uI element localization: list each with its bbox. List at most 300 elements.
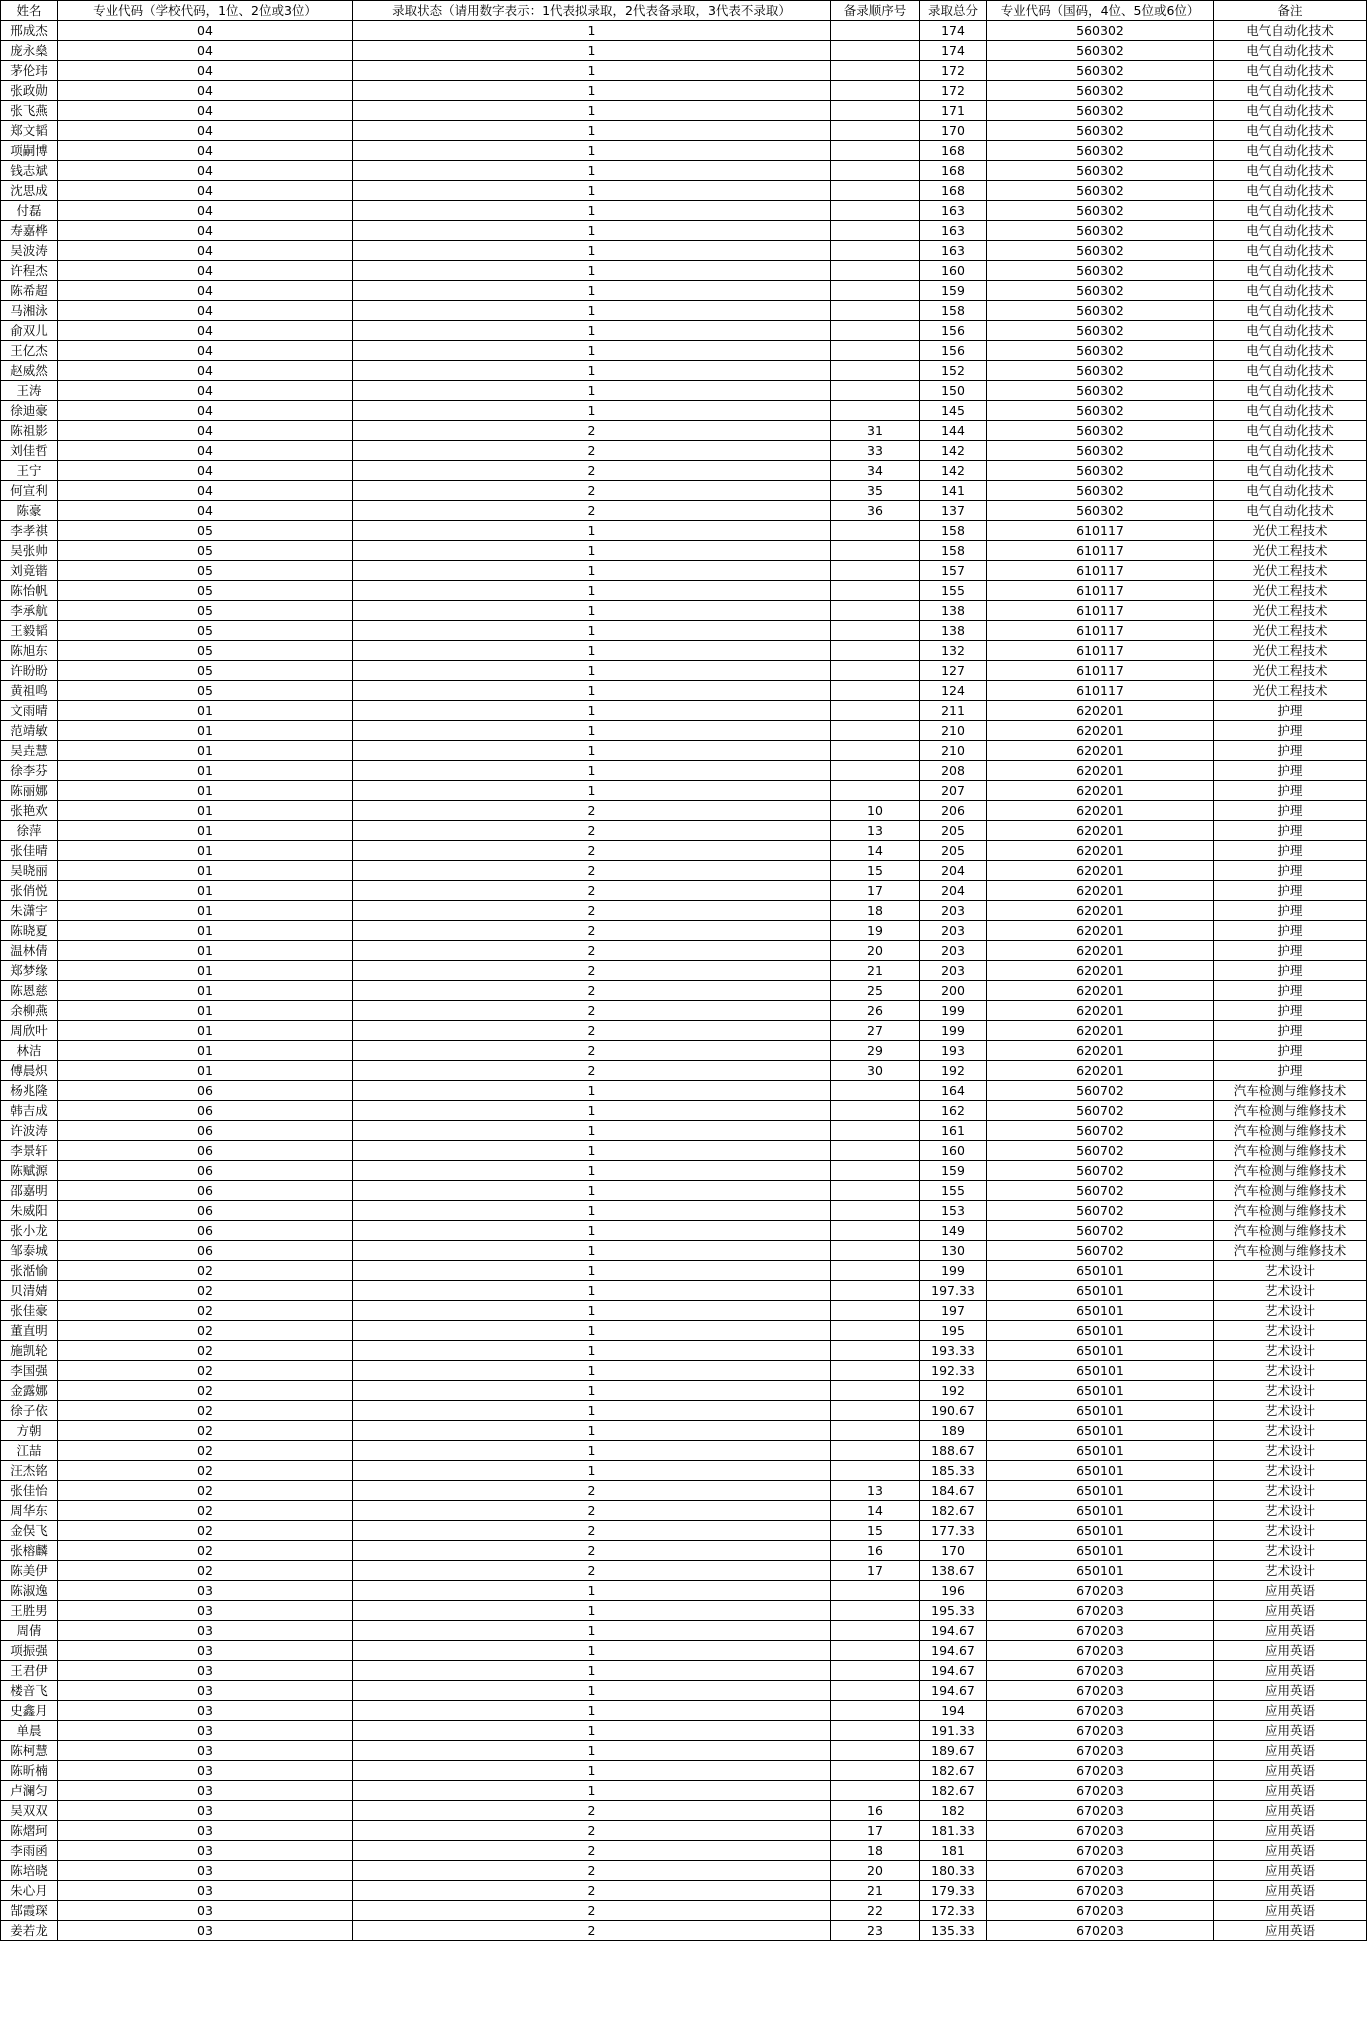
cell-school-major-code[interactable]: 02 [58,1501,353,1521]
cell-national-major-code[interactable]: 650101 [987,1561,1214,1581]
cell-admission-status[interactable]: 1 [353,1381,831,1401]
cell-total-score[interactable]: 203 [920,941,987,961]
cell-school-major-code[interactable]: 01 [58,1041,353,1061]
cell-school-major-code[interactable]: 01 [58,901,353,921]
cell-total-score[interactable]: 205 [920,841,987,861]
cell-backup-order[interactable] [831,1461,920,1481]
cell-name[interactable]: 吴垚慧 [1,741,58,761]
cell-total-score[interactable]: 158 [920,541,987,561]
cell-admission-status[interactable]: 1 [353,61,831,81]
cell-total-score[interactable]: 197 [920,1301,987,1321]
cell-total-score[interactable]: 149 [920,1221,987,1241]
cell-total-score[interactable]: 177.33 [920,1521,987,1541]
cell-total-score[interactable]: 181 [920,1841,987,1861]
cell-name[interactable]: 姜若龙 [1,1921,58,1941]
cell-national-major-code[interactable]: 670203 [987,1681,1214,1701]
cell-note[interactable]: 护理 [1214,1061,1367,1081]
cell-total-score[interactable]: 168 [920,181,987,201]
cell-admission-status[interactable]: 1 [353,161,831,181]
cell-backup-order[interactable]: 15 [831,1521,920,1541]
cell-school-major-code[interactable]: 05 [58,601,353,621]
cell-total-score[interactable]: 130 [920,1241,987,1261]
cell-name[interactable]: 朱威阳 [1,1201,58,1221]
cell-backup-order[interactable] [831,221,920,241]
cell-note[interactable]: 电气自动化技术 [1214,21,1367,41]
cell-note[interactable]: 艺术设计 [1214,1561,1367,1581]
cell-school-major-code[interactable]: 06 [58,1161,353,1181]
cell-national-major-code[interactable]: 650101 [987,1261,1214,1281]
cell-admission-status[interactable]: 1 [353,701,831,721]
cell-total-score[interactable]: 159 [920,1161,987,1181]
cell-national-major-code[interactable]: 670203 [987,1641,1214,1661]
cell-note[interactable]: 应用英语 [1214,1801,1367,1821]
cell-national-major-code[interactable]: 670203 [987,1741,1214,1761]
cell-name[interactable]: 陈昕楠 [1,1761,58,1781]
cell-note[interactable]: 光伏工程技术 [1214,621,1367,641]
cell-national-major-code[interactable]: 610117 [987,541,1214,561]
cell-name[interactable]: 李承航 [1,601,58,621]
cell-name[interactable]: 张俏悦 [1,881,58,901]
cell-backup-order[interactable] [831,1641,920,1661]
cell-backup-order[interactable]: 14 [831,841,920,861]
cell-admission-status[interactable]: 1 [353,1761,831,1781]
cell-national-major-code[interactable]: 650101 [987,1501,1214,1521]
cell-national-major-code[interactable]: 560302 [987,501,1214,521]
header-national-major-code[interactable]: 专业代码（国码，4位、5位或6位） [987,1,1214,21]
cell-total-score[interactable]: 162 [920,1101,987,1121]
cell-note[interactable]: 电气自动化技术 [1214,341,1367,361]
cell-national-major-code[interactable]: 620201 [987,921,1214,941]
cell-backup-order[interactable]: 27 [831,1021,920,1041]
cell-admission-status[interactable]: 1 [353,1301,831,1321]
cell-backup-order[interactable] [831,581,920,601]
cell-note[interactable]: 护理 [1214,721,1367,741]
cell-school-major-code[interactable]: 02 [58,1361,353,1381]
cell-note[interactable]: 应用英语 [1214,1741,1367,1761]
cell-admission-status[interactable]: 1 [353,641,831,661]
cell-national-major-code[interactable]: 650101 [987,1441,1214,1461]
cell-name[interactable]: 张飞燕 [1,101,58,121]
cell-admission-status[interactable]: 1 [353,1221,831,1241]
cell-school-major-code[interactable]: 03 [58,1681,353,1701]
cell-school-major-code[interactable]: 03 [58,1781,353,1801]
cell-note[interactable]: 护理 [1214,741,1367,761]
cell-total-score[interactable]: 181.33 [920,1821,987,1841]
cell-backup-order[interactable] [831,21,920,41]
cell-backup-order[interactable] [831,101,920,121]
cell-backup-order[interactable] [831,1101,920,1121]
cell-backup-order[interactable]: 35 [831,481,920,501]
cell-note[interactable]: 应用英语 [1214,1721,1367,1741]
cell-note[interactable]: 艺术设计 [1214,1401,1367,1421]
cell-note[interactable]: 艺术设计 [1214,1301,1367,1321]
cell-backup-order[interactable] [831,41,920,61]
cell-backup-order[interactable]: 13 [831,1481,920,1501]
cell-admission-status[interactable]: 2 [353,1561,831,1581]
cell-school-major-code[interactable]: 06 [58,1201,353,1221]
cell-total-score[interactable]: 141 [920,481,987,501]
cell-backup-order[interactable] [831,1201,920,1221]
cell-name[interactable]: 温林倩 [1,941,58,961]
cell-backup-order[interactable] [831,1761,920,1781]
cell-school-major-code[interactable]: 01 [58,861,353,881]
cell-school-major-code[interactable]: 05 [58,641,353,661]
cell-name[interactable]: 楼音飞 [1,1681,58,1701]
cell-note[interactable]: 护理 [1214,961,1367,981]
cell-national-major-code[interactable]: 560702 [987,1081,1214,1101]
cell-backup-order[interactable] [831,1081,920,1101]
cell-school-major-code[interactable]: 05 [58,561,353,581]
cell-total-score[interactable]: 160 [920,1141,987,1161]
cell-name[interactable]: 周倩 [1,1621,58,1641]
cell-backup-order[interactable]: 10 [831,801,920,821]
cell-total-score[interactable]: 138 [920,601,987,621]
cell-national-major-code[interactable]: 670203 [987,1841,1214,1861]
cell-school-major-code[interactable]: 06 [58,1221,353,1241]
cell-admission-status[interactable]: 1 [353,1721,831,1741]
cell-backup-order[interactable] [831,761,920,781]
cell-note[interactable]: 艺术设计 [1214,1261,1367,1281]
cell-national-major-code[interactable]: 620201 [987,821,1214,841]
cell-admission-status[interactable]: 1 [353,181,831,201]
cell-backup-order[interactable] [831,1141,920,1161]
cell-note[interactable]: 艺术设计 [1214,1501,1367,1521]
cell-school-major-code[interactable]: 04 [58,141,353,161]
cell-school-major-code[interactable]: 05 [58,541,353,561]
cell-school-major-code[interactable]: 04 [58,281,353,301]
cell-admission-status[interactable]: 1 [353,721,831,741]
cell-admission-status[interactable]: 1 [353,1461,831,1481]
cell-national-major-code[interactable]: 620201 [987,941,1214,961]
cell-note[interactable]: 应用英语 [1214,1881,1367,1901]
cell-note[interactable]: 应用英语 [1214,1601,1367,1621]
cell-name[interactable]: 陈柯慧 [1,1741,58,1761]
cell-note[interactable]: 光伏工程技术 [1214,681,1367,701]
cell-backup-order[interactable]: 14 [831,1501,920,1521]
cell-backup-order[interactable] [831,1721,920,1741]
cell-backup-order[interactable] [831,1361,920,1381]
cell-school-major-code[interactable]: 06 [58,1181,353,1201]
cell-admission-status[interactable]: 2 [353,1061,831,1081]
cell-note[interactable]: 护理 [1214,801,1367,821]
cell-backup-order[interactable] [831,641,920,661]
cell-note[interactable]: 电气自动化技术 [1214,321,1367,341]
cell-total-score[interactable]: 158 [920,521,987,541]
cell-name[interactable]: 许程杰 [1,261,58,281]
cell-note[interactable]: 汽车检测与维修技术 [1214,1221,1367,1241]
cell-name[interactable]: 陈美伊 [1,1561,58,1581]
cell-national-major-code[interactable]: 560302 [987,401,1214,421]
cell-admission-status[interactable]: 1 [353,1441,831,1461]
cell-note[interactable]: 电气自动化技术 [1214,181,1367,201]
cell-name[interactable]: 项嗣博 [1,141,58,161]
cell-backup-order[interactable] [831,1661,920,1681]
cell-name[interactable]: 陈怡帆 [1,581,58,601]
cell-admission-status[interactable]: 1 [353,1701,831,1721]
cell-school-major-code[interactable]: 04 [58,21,353,41]
cell-national-major-code[interactable]: 560302 [987,361,1214,381]
cell-national-major-code[interactable]: 560302 [987,381,1214,401]
cell-note[interactable]: 应用英语 [1214,1661,1367,1681]
cell-total-score[interactable]: 210 [920,741,987,761]
cell-backup-order[interactable]: 17 [831,1821,920,1841]
cell-name[interactable]: 许波涛 [1,1121,58,1141]
cell-school-major-code[interactable]: 01 [58,781,353,801]
cell-total-score[interactable]: 206 [920,801,987,821]
cell-total-score[interactable]: 158 [920,301,987,321]
cell-admission-status[interactable]: 2 [353,941,831,961]
cell-school-major-code[interactable]: 05 [58,681,353,701]
cell-school-major-code[interactable]: 01 [58,721,353,741]
cell-national-major-code[interactable]: 620201 [987,901,1214,921]
cell-backup-order[interactable]: 13 [831,821,920,841]
cell-national-major-code[interactable]: 620201 [987,801,1214,821]
cell-school-major-code[interactable]: 03 [58,1621,353,1641]
cell-admission-status[interactable]: 2 [353,981,831,1001]
cell-school-major-code[interactable]: 01 [58,1061,353,1081]
cell-name[interactable]: 史鑫月 [1,1701,58,1721]
cell-name[interactable]: 陈希超 [1,281,58,301]
cell-admission-status[interactable]: 2 [353,1021,831,1041]
cell-total-score[interactable]: 199 [920,1001,987,1021]
cell-backup-order[interactable] [831,521,920,541]
cell-school-major-code[interactable]: 04 [58,301,353,321]
cell-name[interactable]: 王亿杰 [1,341,58,361]
cell-backup-order[interactable] [831,1261,920,1281]
cell-total-score[interactable]: 155 [920,1181,987,1201]
cell-school-major-code[interactable]: 04 [58,161,353,181]
cell-total-score[interactable]: 199 [920,1261,987,1281]
cell-total-score[interactable]: 150 [920,381,987,401]
cell-total-score[interactable]: 191.33 [920,1721,987,1741]
cell-backup-order[interactable]: 29 [831,1041,920,1061]
cell-national-major-code[interactable]: 650101 [987,1281,1214,1301]
cell-school-major-code[interactable]: 04 [58,221,353,241]
cell-total-score[interactable]: 205 [920,821,987,841]
cell-backup-order[interactable] [831,541,920,561]
cell-name[interactable]: 张佳晴 [1,841,58,861]
cell-admission-status[interactable]: 1 [353,1401,831,1421]
cell-note[interactable]: 护理 [1214,901,1367,921]
cell-note[interactable]: 艺术设计 [1214,1521,1367,1541]
cell-backup-order[interactable]: 17 [831,881,920,901]
cell-school-major-code[interactable]: 03 [58,1661,353,1681]
cell-national-major-code[interactable]: 610117 [987,641,1214,661]
cell-school-major-code[interactable]: 04 [58,341,353,361]
cell-national-major-code[interactable]: 620201 [987,981,1214,1001]
cell-total-score[interactable]: 193 [920,1041,987,1061]
cell-school-major-code[interactable]: 03 [58,1861,353,1881]
cell-backup-order[interactable]: 23 [831,1921,920,1941]
cell-total-score[interactable]: 190.67 [920,1401,987,1421]
cell-backup-order[interactable] [831,1161,920,1181]
header-total-score[interactable]: 录取总分 [920,1,987,21]
cell-admission-status[interactable]: 1 [353,221,831,241]
cell-total-score[interactable]: 153 [920,1201,987,1221]
cell-backup-order[interactable] [831,621,920,641]
cell-note[interactable]: 光伏工程技术 [1214,561,1367,581]
cell-admission-status[interactable]: 2 [353,881,831,901]
cell-backup-order[interactable]: 25 [831,981,920,1001]
cell-note[interactable]: 护理 [1214,921,1367,941]
cell-school-major-code[interactable]: 01 [58,761,353,781]
cell-note[interactable]: 电气自动化技术 [1214,281,1367,301]
cell-admission-status[interactable]: 1 [353,1421,831,1441]
cell-total-score[interactable]: 195 [920,1321,987,1341]
cell-total-score[interactable]: 182.67 [920,1781,987,1801]
cell-note[interactable]: 汽车检测与维修技术 [1214,1181,1367,1201]
cell-note[interactable]: 汽车检测与维修技术 [1214,1201,1367,1221]
cell-note[interactable]: 艺术设计 [1214,1461,1367,1481]
cell-name[interactable]: 张湉愉 [1,1261,58,1281]
cell-admission-status[interactable]: 1 [353,761,831,781]
cell-national-major-code[interactable]: 560702 [987,1241,1214,1261]
cell-backup-order[interactable] [831,121,920,141]
cell-name[interactable]: 李雨函 [1,1841,58,1861]
cell-school-major-code[interactable]: 03 [58,1721,353,1741]
cell-admission-status[interactable]: 1 [353,341,831,361]
cell-name[interactable]: 徐萍 [1,821,58,841]
cell-admission-status[interactable]: 1 [353,381,831,401]
cell-total-score[interactable]: 144 [920,421,987,441]
cell-total-score[interactable]: 194.67 [920,1641,987,1661]
cell-note[interactable]: 汽车检测与维修技术 [1214,1081,1367,1101]
cell-backup-order[interactable]: 26 [831,1001,920,1021]
cell-school-major-code[interactable]: 03 [58,1761,353,1781]
cell-note[interactable]: 光伏工程技术 [1214,661,1367,681]
cell-name[interactable]: 王胜男 [1,1601,58,1621]
cell-name[interactable]: 张艳欢 [1,801,58,821]
cell-school-major-code[interactable]: 02 [58,1261,353,1281]
cell-backup-order[interactable] [831,1301,920,1321]
cell-total-score[interactable]: 192.33 [920,1361,987,1381]
cell-backup-order[interactable] [831,1281,920,1301]
cell-national-major-code[interactable]: 670203 [987,1721,1214,1741]
cell-note[interactable]: 电气自动化技术 [1214,141,1367,161]
cell-note[interactable]: 电气自动化技术 [1214,81,1367,101]
cell-note[interactable]: 电气自动化技术 [1214,481,1367,501]
cell-national-major-code[interactable]: 560302 [987,261,1214,281]
cell-admission-status[interactable]: 2 [353,1841,831,1861]
cell-name[interactable]: 何宣利 [1,481,58,501]
cell-admission-status[interactable]: 1 [353,1621,831,1641]
cell-admission-status[interactable]: 1 [353,1161,831,1181]
cell-note[interactable]: 护理 [1214,981,1367,1001]
cell-note[interactable]: 艺术设计 [1214,1321,1367,1341]
cell-name[interactable]: 董直明 [1,1321,58,1341]
cell-national-major-code[interactable]: 560302 [987,141,1214,161]
cell-name[interactable]: 陈丽娜 [1,781,58,801]
cell-name[interactable]: 金俣飞 [1,1521,58,1541]
cell-admission-status[interactable]: 1 [353,141,831,161]
cell-school-major-code[interactable]: 01 [58,801,353,821]
cell-name[interactable]: 张榕麟 [1,1541,58,1561]
cell-name[interactable]: 俞双儿 [1,321,58,341]
cell-national-major-code[interactable]: 620201 [987,701,1214,721]
cell-backup-order[interactable]: 22 [831,1901,920,1921]
cell-school-major-code[interactable]: 02 [58,1461,353,1481]
cell-note[interactable]: 护理 [1214,861,1367,881]
cell-national-major-code[interactable]: 650101 [987,1401,1214,1421]
cell-note[interactable]: 应用英语 [1214,1761,1367,1781]
cell-admission-status[interactable]: 1 [353,1341,831,1361]
cell-note[interactable]: 光伏工程技术 [1214,641,1367,661]
cell-total-score[interactable]: 194 [920,1701,987,1721]
cell-note[interactable]: 护理 [1214,1021,1367,1041]
cell-admission-status[interactable]: 1 [353,561,831,581]
cell-total-score[interactable]: 210 [920,721,987,741]
cell-school-major-code[interactable]: 01 [58,1021,353,1041]
cell-national-major-code[interactable]: 560702 [987,1181,1214,1201]
cell-admission-status[interactable]: 1 [353,1241,831,1261]
cell-national-major-code[interactable]: 670203 [987,1801,1214,1821]
cell-national-major-code[interactable]: 560302 [987,301,1214,321]
cell-admission-status[interactable]: 1 [353,41,831,61]
cell-national-major-code[interactable]: 560302 [987,421,1214,441]
cell-total-score[interactable]: 196 [920,1581,987,1601]
cell-backup-order[interactable] [831,341,920,361]
cell-backup-order[interactable] [831,321,920,341]
cell-total-score[interactable]: 179.33 [920,1881,987,1901]
cell-school-major-code[interactable]: 01 [58,741,353,761]
cell-name[interactable]: 朱潇宇 [1,901,58,921]
cell-backup-order[interactable] [831,1341,920,1361]
cell-name[interactable]: 茅伦玮 [1,61,58,81]
cell-note[interactable]: 应用英语 [1214,1581,1367,1601]
cell-note[interactable]: 电气自动化技术 [1214,121,1367,141]
cell-note[interactable]: 应用英语 [1214,1701,1367,1721]
cell-admission-status[interactable]: 1 [353,1141,831,1161]
cell-name[interactable]: 方朝 [1,1421,58,1441]
cell-backup-order[interactable]: 21 [831,1881,920,1901]
cell-national-major-code[interactable]: 610117 [987,661,1214,681]
cell-total-score[interactable]: 199 [920,1021,987,1041]
cell-total-score[interactable]: 156 [920,341,987,361]
cell-name[interactable]: 王宁 [1,461,58,481]
cell-note[interactable]: 艺术设计 [1214,1361,1367,1381]
cell-total-score[interactable]: 138 [920,621,987,641]
cell-name[interactable]: 傅晨炽 [1,1061,58,1081]
cell-national-major-code[interactable]: 560302 [987,461,1214,481]
cell-name[interactable]: 徐子依 [1,1401,58,1421]
cell-backup-order[interactable] [831,661,920,681]
cell-total-score[interactable]: 203 [920,961,987,981]
header-school-major-code[interactable]: 专业代码（学校代码，1位、2位或3位） [58,1,353,21]
cell-national-major-code[interactable]: 560302 [987,101,1214,121]
cell-national-major-code[interactable]: 560302 [987,161,1214,181]
cell-national-major-code[interactable]: 560702 [987,1201,1214,1221]
cell-total-score[interactable]: 185.33 [920,1461,987,1481]
cell-school-major-code[interactable]: 04 [58,321,353,341]
cell-backup-order[interactable] [831,1241,920,1261]
cell-name[interactable]: 张小龙 [1,1221,58,1241]
cell-name[interactable]: 陈豪 [1,501,58,521]
cell-school-major-code[interactable]: 04 [58,201,353,221]
cell-admission-status[interactable]: 2 [353,1521,831,1541]
cell-backup-order[interactable]: 16 [831,1541,920,1561]
cell-admission-status[interactable]: 1 [353,661,831,681]
cell-admission-status[interactable]: 1 [353,301,831,321]
cell-note[interactable]: 光伏工程技术 [1214,521,1367,541]
cell-note[interactable]: 电气自动化技术 [1214,101,1367,121]
cell-school-major-code[interactable]: 04 [58,41,353,61]
cell-admission-status[interactable]: 2 [353,1001,831,1021]
cell-name[interactable]: 徐李芬 [1,761,58,781]
cell-national-major-code[interactable]: 620201 [987,1001,1214,1021]
cell-school-major-code[interactable]: 02 [58,1341,353,1361]
cell-backup-order[interactable] [831,361,920,381]
cell-total-score[interactable]: 194.67 [920,1661,987,1681]
